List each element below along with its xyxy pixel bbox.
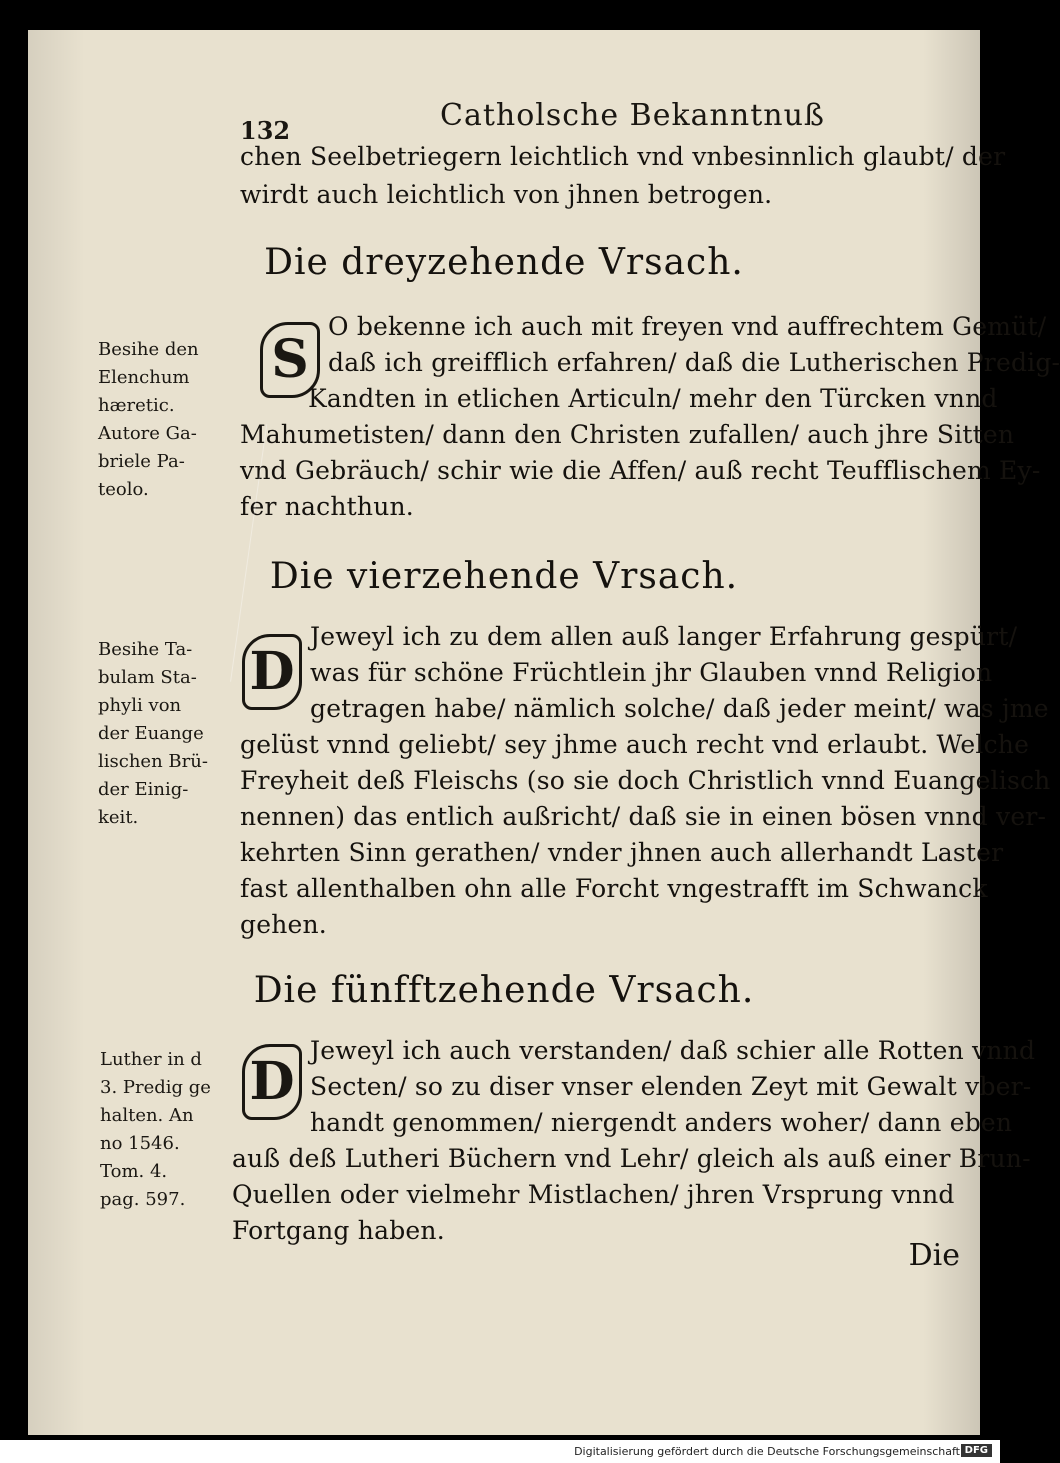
body-line: Freyheit deß Fleischs (so sie doch Christlich vnnd Euangelisch <box>240 766 1051 795</box>
decorated-initial: D <box>242 634 302 710</box>
decorated-initial: D <box>242 1044 302 1120</box>
decorated-initial: S <box>260 322 320 398</box>
body-line: wirdt auch leichtlich von jhnen betrogen. <box>240 180 773 209</box>
body-line: Secten/ so zu diser vnser elenden Zeyt mit Gewalt vber- <box>310 1072 1032 1101</box>
body-line: getragen habe/ nämlich solche/ daß jeder meint/ was jme <box>310 694 1049 723</box>
body-line: handt genommen/ niergendt anders woher/ dann eben <box>310 1108 1013 1137</box>
margin-note: Luther in d 3. Predig ge halten. An no 1546. Tom. 4. pag. 597. <box>100 1049 211 1210</box>
book-page <box>28 30 1060 1435</box>
body-line: kehrten Sinn gerathen/ vnder jhnen auch allerhandt Laster <box>240 838 1004 867</box>
margin-note: Besihe Ta- bulam Sta- phyli von der Euange lischen Brü- der Einig- keit. <box>98 639 208 828</box>
body-line: Jeweyl ich zu dem allen auß langer Erfahrung gespürt/ <box>310 622 1018 651</box>
footer-credit: Digitalisierung gefördert durch die Deutsche Forschungsgemeinschaft <box>574 1445 960 1458</box>
body-line: gehen. <box>240 910 327 939</box>
body-line: O bekenne ich auch mit freyen vnd auffrechtem Gemüt/ <box>328 312 1047 341</box>
body-line: Kandten in etlichen Articuln/ mehr den Türcken vnnd <box>308 384 998 413</box>
body-line: Jeweyl ich auch verstanden/ daß schier alle Rotten vnnd <box>310 1036 1036 1065</box>
section-heading: Die fünfftzehende Vrsach. <box>253 970 755 1011</box>
margin-note: Besihe den Elenchum hæretic. Autore Ga- briele Pa- teolo. <box>98 339 199 500</box>
page-header <box>240 98 970 145</box>
body-line: fast allenthalben ohn alle Forcht vngestrafft im Schwanck <box>240 874 988 903</box>
body-line: nennen) das entlich außricht/ daß sie in einen bösen vnnd ver- <box>240 802 1047 831</box>
body-line: auß deß Lutheri Büchern vnd Lehr/ gleich als auß einer Brun- <box>232 1144 1031 1173</box>
body-line: fer nachthun. <box>240 492 414 521</box>
running-title: Catholsche Bekanntnuß <box>440 98 825 133</box>
body-line: Quellen oder vielmehr Mistlachen/ jhren Vrsprung vnnd <box>232 1180 955 1209</box>
body-line: gelüst vnnd geliebt/ sey jhme auch recht vnd erlaubt. Welche <box>240 730 1030 759</box>
section-heading: Die dreyzehende Vrsach. <box>264 242 744 283</box>
footer-bar <box>0 1440 1000 1463</box>
section-heading: Die vierzehende Vrsach. <box>269 556 739 597</box>
body-line: Fortgang haben. <box>232 1216 445 1245</box>
body-line: was für schöne Früchtlein jhr Glauben vnnd Religion <box>310 658 993 687</box>
body-line: chen Seelbetriegern leichtlich vnd vnbesinnlich glaubt/ der <box>240 142 1006 171</box>
body-line: Mahumetisten/ dann den Christen zufallen/ auch jhre Sitten <box>240 420 1015 449</box>
dfg-logo-icon: DFG <box>961 1444 992 1457</box>
page-number: 132 <box>240 116 291 145</box>
body-line: vnd Gebräuch/ schir wie die Affen/ auß recht Teufflischem Ey- <box>240 456 1041 485</box>
body-line: daß ich greifflich erfahren/ daß die Lutherischen Predig- <box>328 348 1060 377</box>
catchword: Die <box>908 1238 960 1273</box>
